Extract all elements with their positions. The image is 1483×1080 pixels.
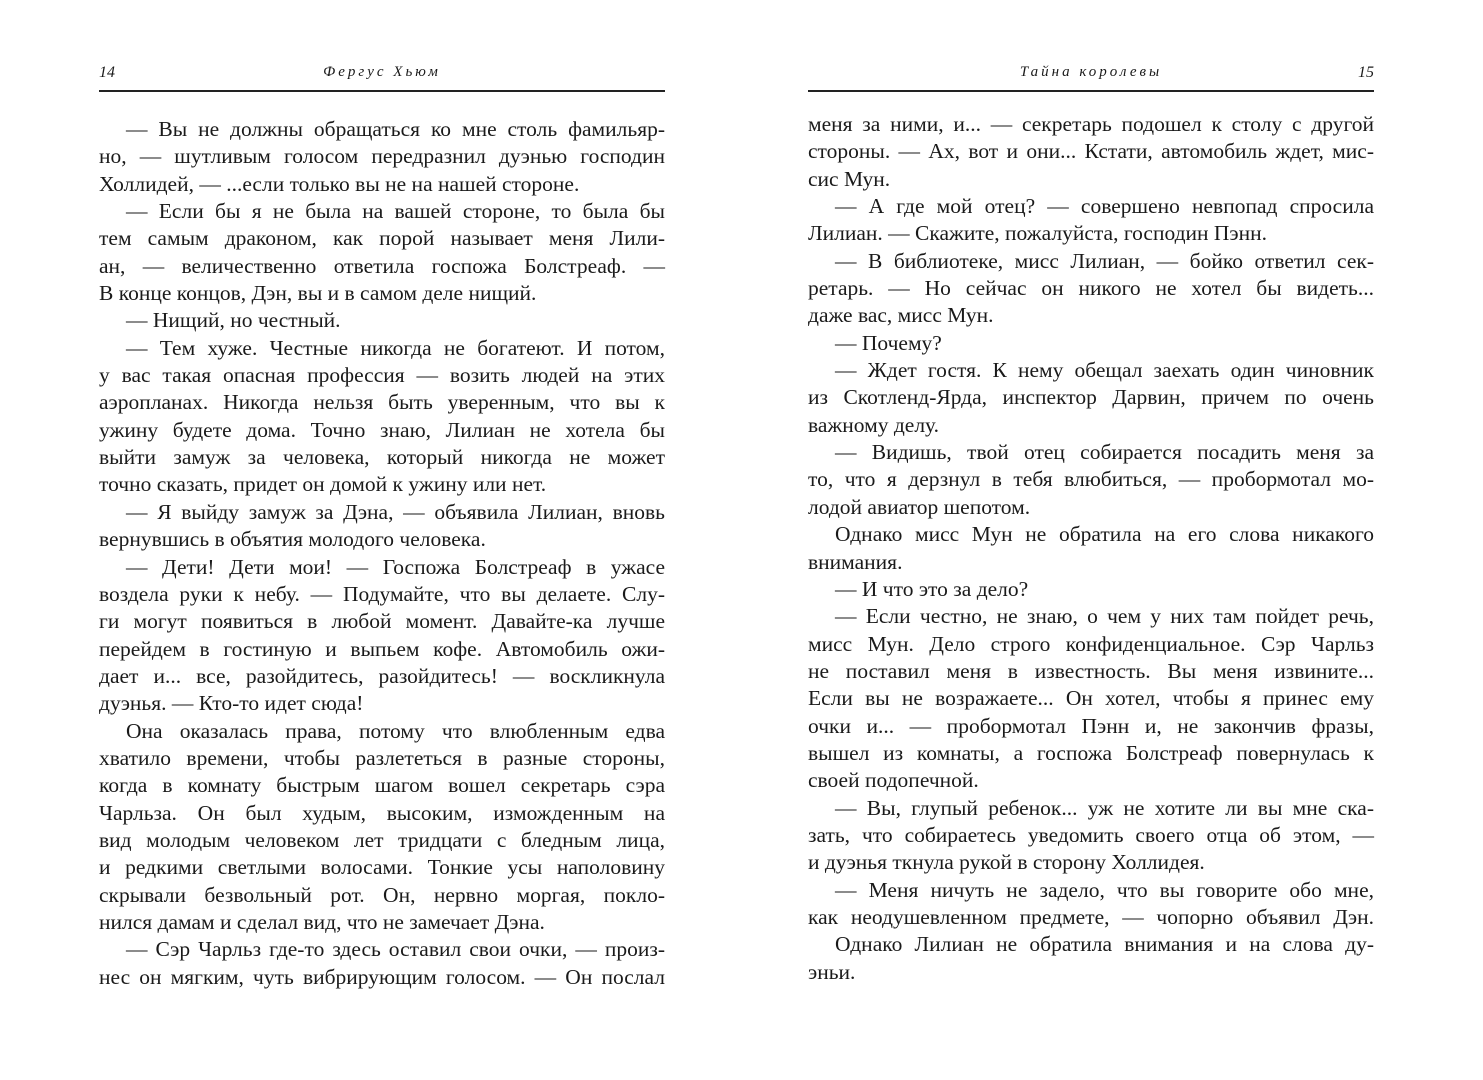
text-line: — Ждет гостя. К нему обещал заехать один чиновник [835, 358, 1374, 383]
text-line: вид молодым человеком лет тридцати с бледным лица, [99, 827, 665, 852]
text-line: — А где мой отец? — совершено невпопад спросила [835, 194, 1374, 219]
text-line: сис Мун. [808, 166, 891, 191]
text-line: мисс Мун. Дело строго конфиденциальное. Сэр Чарльз [808, 631, 1374, 656]
text-line: Если вы не возражаете... Он хотел, чтобы я принес ему [808, 686, 1374, 711]
text-line: ги могут появиться в любой момент. Давайте-ка лучше [99, 609, 665, 634]
page-number: 14 [99, 64, 115, 81]
page-header [99, 0, 665, 92]
paragraph [808, 576, 1374, 603]
text-line: из Скотленд-Ярда, инспектор Дарвин, причем по очень [808, 385, 1374, 410]
paragraph [808, 795, 1374, 877]
page-number: 15 [1358, 64, 1374, 81]
text-line: скрывали безвольный рот. Он, нервно моргая, покло- [99, 882, 665, 907]
left-page [99, 0, 665, 989]
text-line: — Видишь, твой отец собирается посадить меня за [835, 440, 1374, 465]
paragraph [808, 877, 1374, 932]
text-line: точно сказать, придет он домой к ужину или нет. [99, 472, 547, 497]
paragraph [99, 936, 665, 991]
paragraph [99, 198, 665, 307]
page-body [99, 116, 665, 991]
paragraph [99, 718, 665, 937]
text-line: у вас такая опасная профессия — возить людей на этих [99, 363, 665, 388]
page-body [808, 111, 1374, 986]
paragraph [808, 357, 1374, 439]
text-line: вышел из комнаты, а госпожа Болстреаф повернулась к [808, 740, 1374, 765]
text-line: Она оказалась права, потому что влюбленным едва [126, 718, 665, 743]
text-line: — Нищий, но честный. [126, 308, 341, 333]
page-header [808, 0, 1374, 92]
text-line: выйти замуж за человека, который никогда не может [99, 445, 665, 470]
text-line: вернувшись в объятия молодого человека. [99, 527, 486, 552]
paragraph [808, 193, 1374, 248]
text-line: Лилиан. — Скажите, пожалуйста, господин Пэнн. [808, 221, 1268, 246]
text-line: — Если бы я не была на вашей стороне, то была бы [126, 199, 665, 224]
text-line: когда в комнату быстрым шагом вошел секретарь сэра [99, 773, 665, 798]
text-line: — Вы, глупый ребенок... уж не хотите ли вы мне ска- [835, 795, 1374, 820]
text-line: очки и... — пробормотал Пэнн и, не закончив фразы, [808, 713, 1374, 738]
text-line: — Меня ничуть не задело, что вы говорите обо мне, [835, 877, 1374, 902]
text-line: Чарльза. Он был худым, высоким, изможденным на [99, 800, 665, 825]
text-line: эньи. [808, 959, 856, 984]
text-line: как неодушевленном предмете, — чопорно объявил Дэн. [808, 904, 1374, 929]
text-line: — Сэр Чарльз где-то здесь оставил свои очки, — произ- [126, 937, 665, 962]
text-line: Холлидей, — ...если только вы не на нашей стороне. [99, 171, 580, 196]
text-line: аэропланах. Никогда нельзя быть уверенным, что вы к [99, 390, 665, 415]
paragraph [808, 439, 1374, 521]
paragraph [808, 603, 1374, 794]
text-line: но, — шутливым голосом передразнил дуэнью господин [99, 144, 665, 169]
text-line: меня за ними, и... — секретарь подошел к столу с другой [808, 112, 1374, 136]
text-line: В конце концов, Дэн, вы и в самом деле нищий. [99, 281, 537, 306]
text-line: даже вас, мисс Мун. [808, 303, 994, 328]
text-line: дает и... все, разойдитесь, разойдитесь! — воскликнула [99, 663, 665, 688]
paragraph [808, 330, 1374, 357]
text-line: важному делу. [808, 412, 940, 437]
text-line: перейдем в гостиную и выпьем кофе. Автомобиль ожи- [99, 636, 665, 661]
text-line: ан, — величественно ответила госпожа Болстреаф. — [99, 253, 665, 278]
paragraph [808, 521, 1374, 576]
paragraph [808, 931, 1374, 986]
text-line: Однако мисс Мун не обратила на его слова никакого [835, 522, 1374, 547]
text-line: — Если честно, не знаю, о чем у них там пойдет речь, [835, 604, 1374, 629]
paragraph [99, 116, 665, 198]
paragraph [99, 499, 665, 554]
text-line: воздела руки к небу. — Подумайте, что вы делаете. Слу- [99, 581, 665, 606]
text-line: не поставил меня в известность. Вы меня извините... [808, 658, 1374, 683]
text-line: своей подопечной. [808, 768, 979, 793]
text-line: дуэнья. — Кто-то идет сюда! [99, 691, 364, 716]
text-line: Однако Лилиан не обратила внимания и на слова ду- [835, 932, 1374, 957]
text-line: зать, что собираетесь уведомить своего отца об этом, — [808, 822, 1374, 847]
text-line: тем самым драконом, как порой называет меня Лили- [99, 226, 665, 251]
text-line: хватило времени, чтобы разлететься в разные стороны, [99, 745, 665, 770]
text-line: — И что это за дело? [835, 576, 1029, 601]
text-line: — Почему? [835, 330, 942, 355]
running-head-author: Фергус Хьюм [323, 64, 441, 80]
paragraph [808, 248, 1374, 330]
text-line: ретарь. — Но сейчас он никого не хотел бы видеть... [808, 276, 1374, 301]
text-line: — Дети! Дети мои! — Госпожа Болстреаф в ужасе [126, 554, 665, 579]
text-line: — Тем хуже. Честные никогда не богатеют. И потом, [126, 335, 665, 360]
paragraph [99, 335, 665, 499]
text-line: ужину будете дома. Точно знаю, Лилиан не хотела бы [99, 417, 665, 442]
text-line: стороны. — Ах, вот и они... Кстати, автомобиль ждет, мис- [808, 139, 1374, 164]
paragraph [99, 307, 665, 334]
paragraph [808, 111, 1374, 193]
text-line: — Вы не должны обращаться ко мне столь фамильяр- [126, 117, 665, 141]
text-line: нился дамам и сделал вид, что не замечает Дэна. [99, 909, 545, 934]
text-line: и редкими светлыми волосами. Тонкие усы наполовину [99, 855, 665, 880]
text-line: — В библиотеке, мисс Лилиан, — бойко ответил сек- [835, 248, 1374, 273]
text-line: лодой авиатор шепотом. [808, 494, 1031, 519]
running-head-title: Тайна королевы [1019, 64, 1163, 80]
text-line: — Я выйду замуж за Дэна, — объявила Лилиан, вновь [126, 499, 665, 524]
text-line: внимания. [808, 549, 903, 574]
paragraph [99, 554, 665, 718]
text-line: то, что я дерзнул в тебя влюбиться, — пробормотал мо- [808, 467, 1374, 492]
text-line: нес он мягким, чуть вибрирующим голосом. — Он послал [99, 964, 665, 989]
right-page [808, 0, 1374, 984]
text-line: и дуэнья ткнула рукой в сторону Холлидея. [808, 850, 1205, 875]
